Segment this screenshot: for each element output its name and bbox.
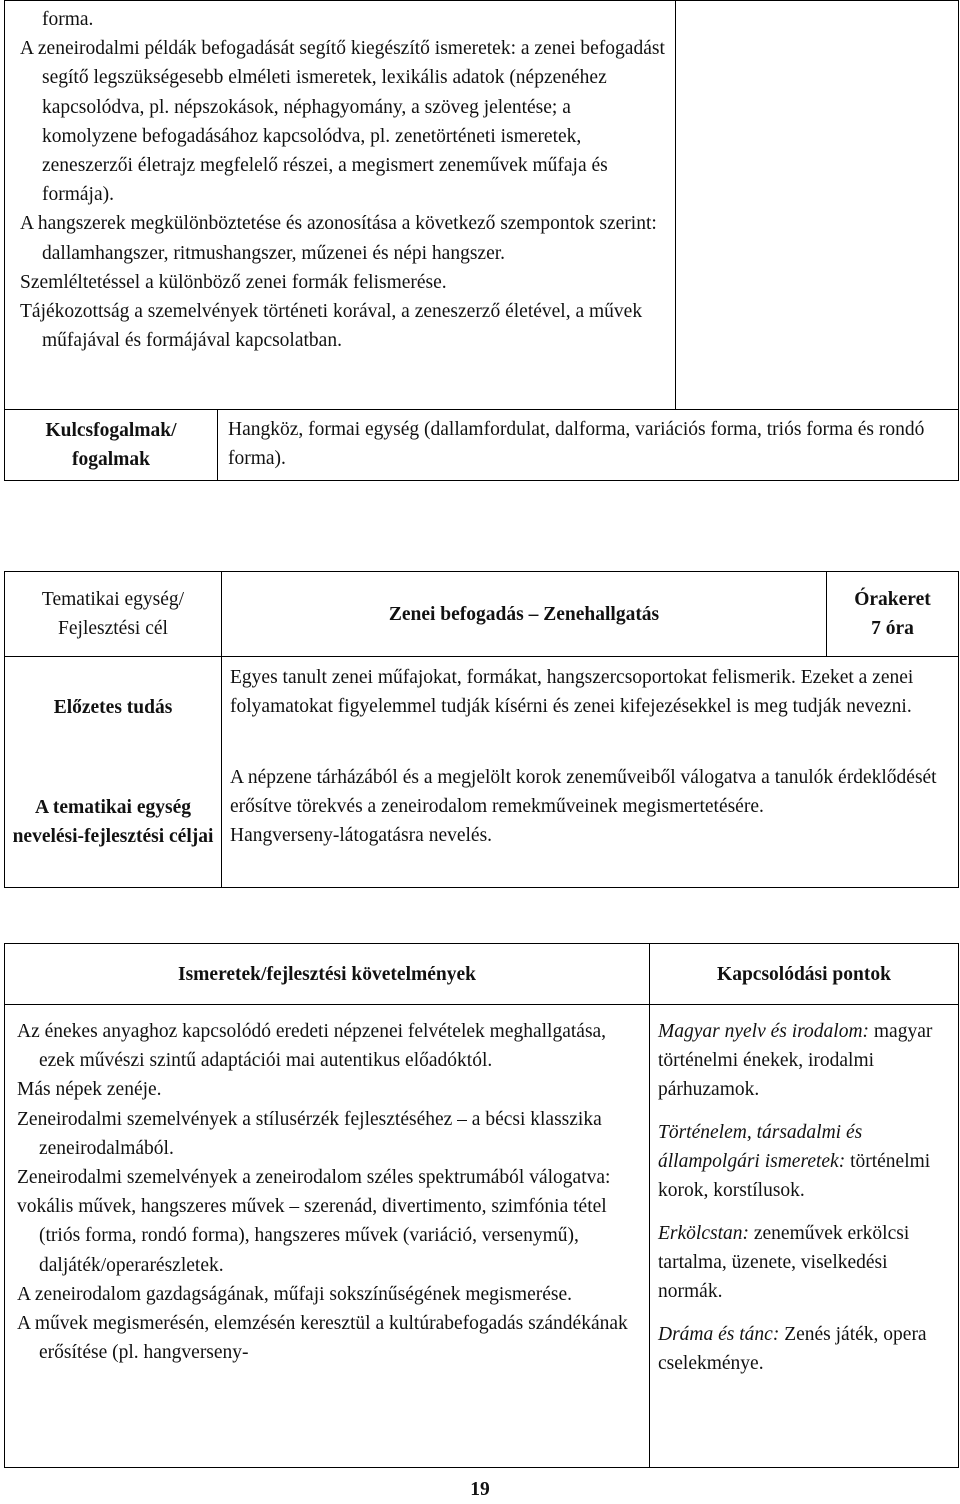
link-subject: Magyar nyelv és irodalom: (658, 1021, 870, 1042)
unit-goals-label: A tematikai egység nevelési-fejlesztési céljai (5, 757, 222, 888)
prior-knowledge-label: Előzetes tudás (5, 657, 222, 758)
links-content-cell (676, 1, 959, 410)
requirement-item: Zeneirodalmi szemelvények a zeneirodalom széles spektrumából válogatva: (17, 1167, 611, 1189)
links-header: Kapcsolódási pontok (650, 944, 959, 1005)
unit-label: Tematikai egység/ Fejlesztési cél (5, 572, 222, 657)
link-text: történelmi korok, korstílusok. (658, 1151, 931, 1201)
prior-knowledge-value: Egyes tanult zenei műfajokat, formákat, hangszercsoportokat felismerik. Ezeket a zenei folyamatokat figyelemmel tudják kísérni és zenei kifejezésekkel is meg tudják nevezni. (222, 657, 959, 758)
link-subject: Dráma és tánc: (658, 1324, 780, 1345)
requirements-body (5, 1005, 650, 1468)
requirement-item: Az énekes anyaghoz kapcsolódó eredeti népzenei felvételek meghallgatása, ezek művészi szintű adaptációi mai autentikus előadóktól. (17, 1021, 607, 1072)
key-concepts-value: Hangköz, formai egység (dallamfordulat, dalforma, variációs forma, triós forma és rondó forma). (218, 410, 959, 481)
requirement-item: Más népek zenéje. (17, 1079, 162, 1101)
requirements-header: Ismeretek/fejlesztési követelmények (5, 944, 650, 1005)
requirement-item: A zeneirodalom gazdagságának, műfaji sokszínűségének megismerése. (17, 1283, 573, 1305)
requirement-item: Zeneirodalmi szemelvények a stílusérzék fejlesztéséhez – a bécsi klasszika zeneirodalmából. (17, 1108, 602, 1159)
unit-goals-value: A népzene tárházából és a megjelölt korok zeneműveiből válogatva a tanulók érdeklődését erősítve törekvés a zeneirodalom remekműveinek megismertetésére. Hangverseny-látogatásra nevelés. (222, 757, 959, 888)
content-line: Szemléltetéssel a különböző zenei formák felismerése. (20, 271, 447, 293)
link-text: magyar történelmi énekek, irodalmi párhuzamok. (658, 1021, 933, 1100)
content-line: forma. (42, 9, 94, 30)
page-number: 19 (470, 1479, 490, 1500)
key-concepts-label: Kulcsfogalmak/ fogalmak (5, 410, 218, 481)
unit-info-table (4, 571, 959, 888)
content-line: A zeneirodalmi példák befogadását segítő kiegészítő ismeretek: a zenei befogadást segítő legszükségesebb elméleti ismeretek, lexikális adatok (népzenéhez kapcsolódva, pl. népszokások, néphagyomány, a szöveg jelentése; a komolyzene befogadásához kapcsolódva, pl. zenetörténeti ismeretek, zeneszerzői életrajz megfelelő részei, a megismert zeneművek műfaja és formája). (20, 38, 665, 206)
link-item (658, 1118, 952, 1205)
requirements-table-continued (4, 0, 959, 481)
requirements-content-cell (5, 1, 676, 410)
link-item (658, 1320, 952, 1378)
hours-value: 7 óra (871, 618, 914, 639)
link-subject: Erkölcstan: (658, 1223, 749, 1244)
hours-cell (827, 572, 959, 657)
link-subject: Történelem, társadalmi és állampolgári ismeretek: (658, 1122, 863, 1172)
unit-title: Zenei befogadás – Zenehallgatás (222, 572, 827, 657)
content-line: A hangszerek megkülönböztetése és azonosítása a következő szempontok szerint: dallamhangszer, ritmushangszer, műzenei és népi hangszer. (20, 213, 657, 264)
links-body (650, 1005, 959, 1468)
requirement-item: vokális művek, hangszeres művek – szerenád, divertimento, szimfónia tétel (triós forma, rondó forma), hangszeres művek (variáció, versenymű), daljáték/operarészletek. (17, 1196, 607, 1276)
link-item (658, 1219, 952, 1306)
hours-label: Órakeret (854, 589, 931, 610)
content-line: Tájékozottság a szemelvények történeti korával, a zeneszerző életével, a művek műfajával és formájával kapcsolatban. (20, 301, 643, 352)
requirement-item: A művek megismerésén, elemzésén keresztül a kultúrabefogadás szándékának erősítése (pl. hangverseny- (17, 1313, 628, 1364)
link-text: Zenés játék, opera cselekménye. (658, 1324, 927, 1374)
link-text: zeneművek erkölcsi tartalma, üzenete, viselkedési normák. (658, 1223, 910, 1302)
requirements-links-table (4, 943, 959, 1468)
link-item (658, 1017, 952, 1104)
